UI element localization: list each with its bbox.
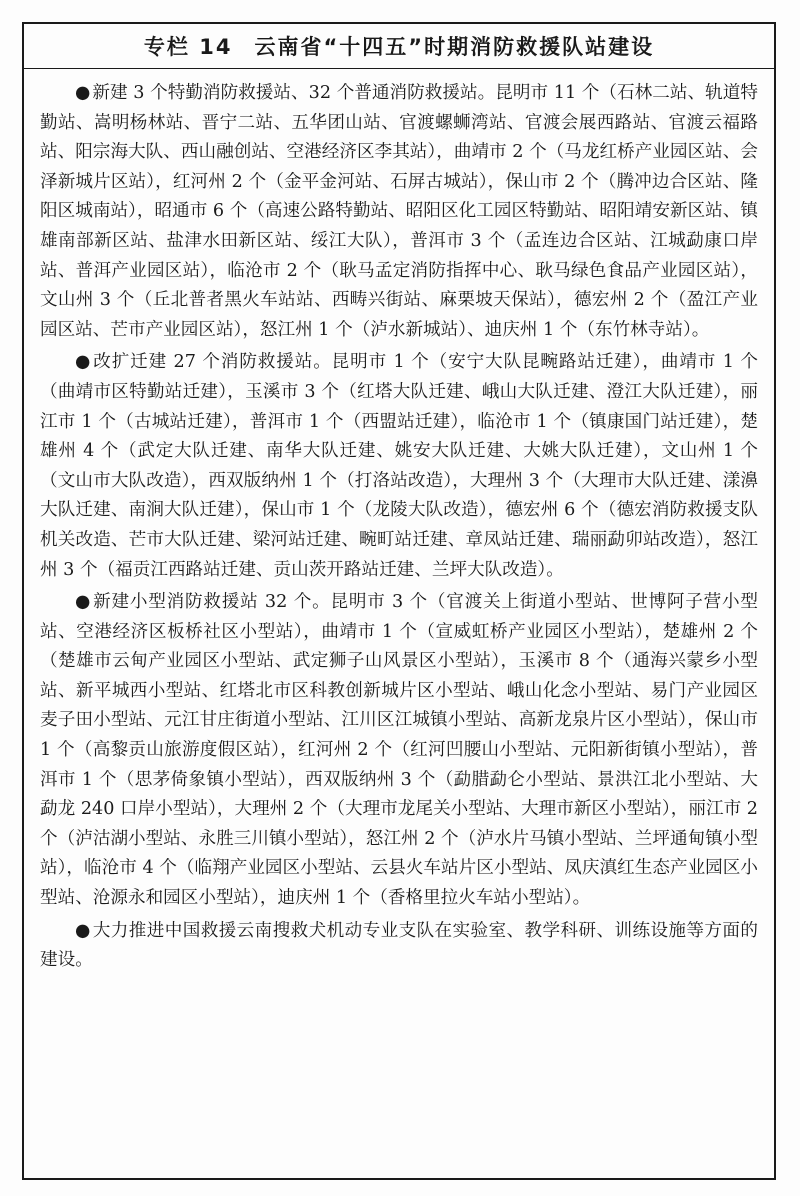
bullet-icon: ● [75, 83, 91, 103]
bullet-icon: ● [75, 592, 92, 613]
paragraph-small-stations [40, 588, 758, 914]
paragraph-text: 改扩迁建 27 个消防救援站。昆明市 1 个（安宁大队昆畹路站迁建），曲靖市 1 个（曲靖市区特勤站迁建），玉溪市 3 个（红塔大队迁建、峨山大队迁建、澄江大队迁建），丽江市 1 个（古城站迁建），普洱市 1 个（西盟站迁建），临沧市 1 个（镇康国门站迁建），楚雄州 4 个（武定大队迁建、南华大队迁建、姚安大队迁建、大姚大队迁建），文山州 1 个（文山市大队改造），西双版纳州 1 个（打洛站改造），大理州 3 个（大理市大队迁建、漾濞大队迁建、南涧大队迁建），保山市 1 个（龙陵大队改造），德宏州 6 个（德宏消防救援支队机关改造、芒市大队迁建、梁河站迁建、畹町站迁建、章凤站迁建、瑞丽勐卯站改造），怒江州 3 个（福贡江西路站迁建、贡山茨开路站迁建、兰坪大队改造）。 [40, 352, 758, 580]
bullet-icon: ● [75, 920, 91, 941]
column-box [22, 22, 776, 1180]
paragraph-text: 新建小型消防救援站 32 个。昆明市 3 个（官渡关上街道小型站、世博阿子营小型站、空港经济区板桥社区小型站），曲靖市 1 个（宣威虹桥产业园区小型站），楚雄州 2 个（楚雄市云甸产业园区小型站、武定狮子山风景区小型站），玉溪市 8 个（通海兴蒙乡小型站、新平城西小型站、红塔北市区科教创新城片区小型站、峨山化念小型站、易门产业园区麦子田小型站、元江甘庄街道小型站、江川区江城镇小型站、高新龙泉片区小型站），保山市 1 个（高黎贡山旅游度假区站），红河州 2 个（红河凹腰山小型站、元阳新街镇小型站），普洱市 1 个（思茅倚象镇小型站），西双版纳州 3 个（勐腊勐仑小型站、景洪江北小型站、大勐龙 240 口岸小型站），大理州 2 个（大理市龙尾关小型站、大理市新区小型站），丽江市 2 个（泸沽湖小型站、永胜三川镇小型站），怒江州 2 个（泸水片马镇小型站、兰坪通甸镇小型站），临沧市 4 个（临翔产业园区小型站、云县火车站片区小型站、凤庆滇红生态产业园区小型站、沧源永和园区小型站），迪庆州 1 个（香格里拉火车站小型站）。 [40, 592, 758, 909]
bullet-icon: ● [75, 352, 92, 373]
paragraph-text: 大力推进中国救援云南搜救犬机动专业支队在实验室、教学科研、训练设施等方面的建设。 [40, 920, 758, 971]
paragraph-new-stations [40, 79, 758, 345]
column-body [24, 69, 774, 976]
paragraph-search-dog-unit [40, 917, 758, 976]
column-title [24, 24, 774, 69]
paragraph-text: 新建 3 个特勤消防救援站、32 个普通消防救援站。昆明市 11 个（石林二站、轨道特勤站、嵩明杨林站、晋宁二站、五华团山站、官渡螺蛳湾站、官渡会展西路站、官渡云福路站、阳宗海大队、西山融创站、空港经济区李其站），曲靖市 2 个（马龙红桥产业园区站、会泽新城片区站），红河州 2 个（金平金河站、石屏古城站），保山市 2 个（腾冲边合区站、隆阳区城南站），昭通市 6 个（高速公路特勤站、昭阳区化工园区特勤站、昭阳靖安新区站、镇雄南部新区站、盐津水田新区站、绥江大队），普洱市 3 个（孟连边合区站、江城勐康口岸站、普洱产业园区站），临沧市 2 个（耿马孟定消防指挥中心、耿马绿色食品产业园区站），文山州 3 个（丘北普者黑火车站站、西畴兴街站、麻栗坡天保站），德宏州 2 个（盈江产业园区站、芒市产业园区站），怒江州 1 个（泸水新城站）、迪庆州 1 个（东竹林寺站）。 [40, 83, 758, 340]
paragraph-rebuild-stations [40, 348, 758, 585]
column-heading: 云南省“十四五”时期消防救援队站建设 [254, 35, 655, 59]
column-number: 专栏 14 [143, 35, 233, 59]
